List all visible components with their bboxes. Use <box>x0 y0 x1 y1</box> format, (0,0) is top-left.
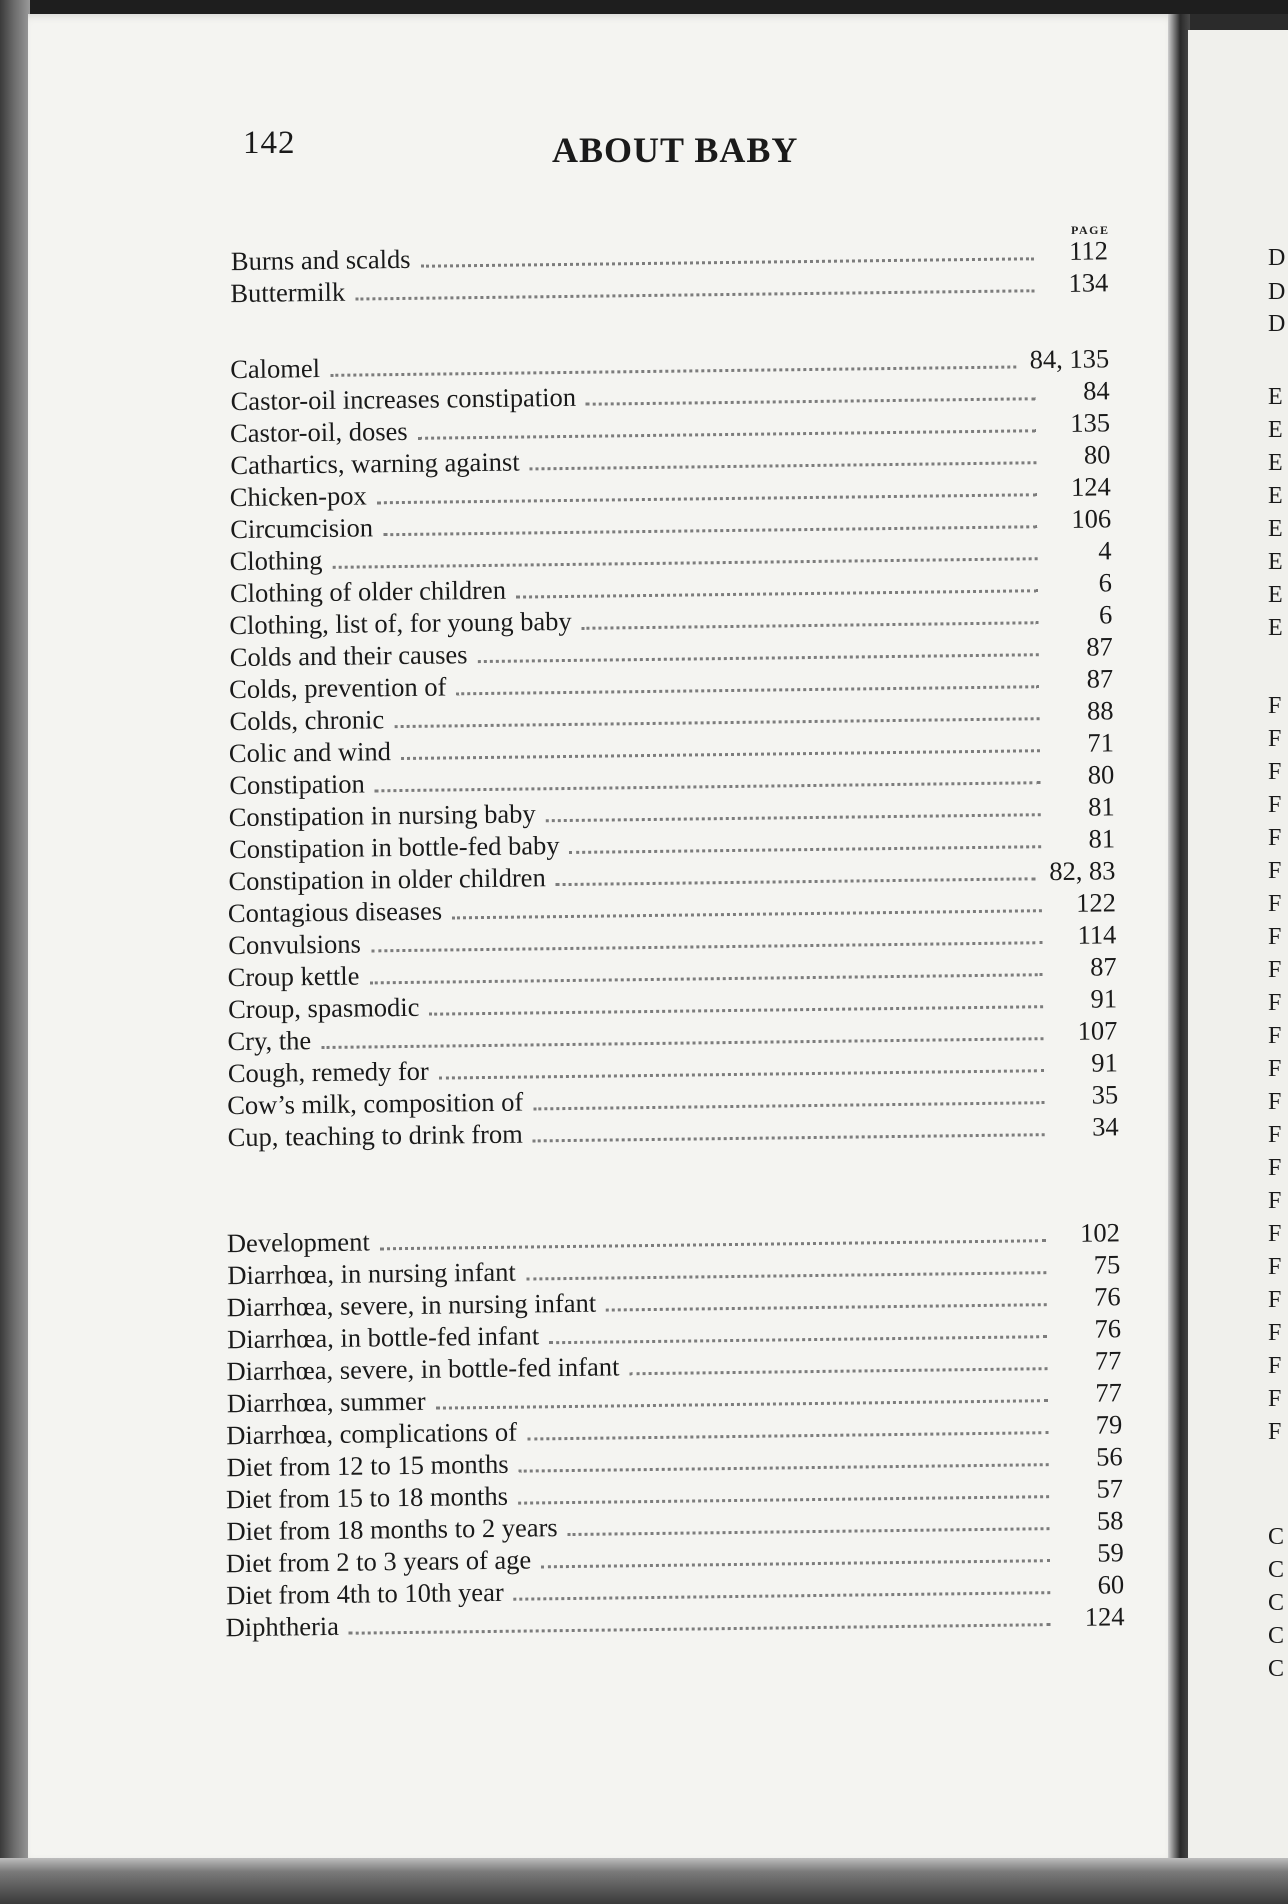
index-term: Cow’s milk, composition of <box>227 1086 524 1121</box>
index-term: Diet from 18 months to 2 years <box>226 1512 558 1547</box>
facing-page-letter: F <box>1268 759 1282 785</box>
index-page-ref: 60 <box>1097 1569 1125 1600</box>
facing-page-letter: E <box>1268 417 1283 443</box>
index-term: Constipation in older children <box>228 862 546 897</box>
index-term: Clothing <box>229 544 323 577</box>
dot-leader <box>371 929 1043 952</box>
index-term: Convulsions <box>228 928 362 961</box>
dot-leader <box>530 449 1037 470</box>
facing-page-letter: C <box>1268 1524 1285 1550</box>
dot-leader <box>401 737 1040 760</box>
index-term: Cough, remedy for <box>227 1055 429 1089</box>
index-page-ref: 6 <box>1098 567 1113 598</box>
dot-leader <box>526 1259 1047 1280</box>
facing-page-letter: E <box>1268 516 1283 542</box>
facing-page-letter: F <box>1268 1188 1282 1214</box>
dot-leader <box>456 673 1039 695</box>
dot-leader <box>369 961 1042 984</box>
facing-page-letter: F <box>1268 924 1282 950</box>
dot-leader <box>586 385 1036 405</box>
dot-leader <box>629 1355 1047 1375</box>
index-term: Cup, teaching to drink from <box>227 1118 523 1153</box>
dot-leader <box>568 1515 1050 1536</box>
index-page-ref: 106 <box>1071 503 1112 534</box>
index-page-ref: 88 <box>1086 695 1114 726</box>
index-term: Diarrhœa, summer <box>226 1385 426 1419</box>
index-term: Croup kettle <box>227 960 360 993</box>
index-page-ref: 79 <box>1095 1409 1123 1440</box>
index-term: Circumcision <box>230 512 374 545</box>
index-page-ref: 71 <box>1087 727 1115 758</box>
index-page-ref: 35 <box>1091 1079 1119 1110</box>
facing-page-letter: F <box>1268 1221 1282 1247</box>
index-term: Chicken-pox <box>229 480 367 513</box>
facing-page-letter: F <box>1268 957 1282 983</box>
dot-leader <box>518 1483 1049 1504</box>
dot-leader <box>477 641 1038 663</box>
facing-page-letter: F <box>1268 1320 1282 1346</box>
index-page-ref: 77 <box>1095 1377 1123 1408</box>
index-term: Diet from 15 to 18 months <box>225 1480 509 1515</box>
dot-leader <box>519 1451 1049 1472</box>
dot-leader <box>439 1057 1044 1079</box>
facing-page-letter: E <box>1268 450 1283 476</box>
dot-leader <box>516 577 1038 598</box>
index-page-ref: 107 <box>1077 1015 1118 1046</box>
index-page-ref: 112 <box>1068 235 1109 266</box>
facing-page-letter: E <box>1268 483 1283 509</box>
index-term: Constipation in nursing baby <box>228 798 536 833</box>
dot-leader <box>330 353 1016 376</box>
dot-leader <box>514 1579 1051 1601</box>
facing-page-letter: F <box>1268 1254 1282 1280</box>
index-term: Constipation <box>229 768 365 801</box>
facing-page-letter: C <box>1268 1590 1285 1616</box>
index-term: Castor-oil increases constipation <box>230 381 577 417</box>
facing-page-letter: D <box>1268 245 1286 271</box>
dot-leader <box>377 481 1037 504</box>
index-term: Colic and wind <box>228 736 392 769</box>
dot-leader <box>418 417 1037 440</box>
dot-leader <box>429 993 1043 1015</box>
dot-leader <box>541 1547 1050 1568</box>
index-term: Burns and scalds <box>230 243 411 277</box>
dot-leader <box>394 705 1040 728</box>
index-page-ref: 87 <box>1086 631 1113 662</box>
index-page-ref: 76 <box>1094 1313 1122 1344</box>
index-term: Diet from 4th to 10th year <box>226 1576 504 1611</box>
index-page-ref: 77 <box>1094 1345 1122 1376</box>
index-term: Colds, prevention of <box>228 671 447 705</box>
index-page-ref: 124 <box>1084 1601 1125 1632</box>
index-page-ref: 34 <box>1091 1111 1119 1142</box>
facing-page-letter: F <box>1268 1122 1282 1148</box>
page-column-heading: PAGE <box>1071 223 1110 237</box>
index-term: Diphtheria <box>225 1610 340 1643</box>
index-term: Diet from 12 to 15 months <box>226 1448 509 1483</box>
dot-leader <box>420 245 1034 267</box>
index-term: Diarrhœa, complications of <box>226 1416 518 1451</box>
index-term: Cry, the <box>227 1025 312 1057</box>
index-page-ref: 102 <box>1079 1217 1121 1248</box>
facing-page-letter: F <box>1268 726 1282 752</box>
facing-page-letter: E <box>1268 384 1283 410</box>
facing-page-letter: E <box>1268 549 1283 575</box>
index-page-ref: 134 <box>1068 267 1109 298</box>
index-page-ref: 87 <box>1089 951 1117 982</box>
index-term: Diarrhœa, in bottle-fed infant <box>226 1320 540 1355</box>
index-page-ref: 124 <box>1070 471 1111 502</box>
index-term: Castor-oil, doses <box>229 415 408 449</box>
facing-page-letter: F <box>1268 693 1282 719</box>
index-page-ref: 80 <box>1083 439 1111 470</box>
index-term: Croup, spasmodic <box>227 991 420 1025</box>
index-page-ref: 57 <box>1096 1473 1124 1504</box>
index-term: Diarrhœa, severe, in nursing infant <box>226 1287 597 1323</box>
dot-leader <box>380 1227 1046 1250</box>
index-page-ref: 4 <box>1098 535 1112 566</box>
index-term: Colds and their causes <box>229 639 468 673</box>
index-page-ref: 81 <box>1087 791 1115 822</box>
facing-page-letter: F <box>1268 792 1282 818</box>
index-page-ref: 114 <box>1077 919 1117 950</box>
dot-leader <box>435 1387 1047 1409</box>
index-term: Diarrhœa, in nursing infant <box>227 1256 516 1291</box>
index-page-ref: 87 <box>1086 663 1114 694</box>
facing-page-letter: F <box>1268 1056 1282 1082</box>
dot-leader <box>332 545 1037 569</box>
dot-leader <box>546 801 1041 822</box>
facing-page-letter: F <box>1268 1089 1282 1115</box>
index-term: Contagious diseases <box>227 895 443 929</box>
dot-leader <box>383 513 1037 536</box>
index-page-ref: 6 <box>1098 599 1113 630</box>
index-page-ref: 91 <box>1090 983 1118 1014</box>
facing-page-letter: F <box>1268 858 1282 884</box>
index-term: Cathartics, warning against <box>230 446 520 481</box>
index-term: Buttermilk <box>230 276 346 309</box>
index-page-ref: 56 <box>1095 1441 1123 1472</box>
dot-leader <box>355 277 1034 300</box>
facing-page-letter: F <box>1268 891 1282 917</box>
dot-leader <box>549 1323 1047 1344</box>
facing-page-letter: D <box>1268 279 1286 305</box>
dot-leader <box>582 609 1039 630</box>
dot-leader <box>606 1291 1047 1311</box>
index-term: Colds, chronic <box>229 704 385 737</box>
index-page-ref: 84, 135 <box>1029 343 1110 375</box>
dot-leader <box>556 865 1036 886</box>
dot-leader <box>375 769 1041 792</box>
dot-leader <box>533 1089 1044 1110</box>
facing-page-letter: F <box>1268 1023 1282 1049</box>
facing-page-letter: C <box>1268 1623 1285 1649</box>
index-term: Calomel <box>230 352 321 385</box>
index-page-ref: 75 <box>1093 1249 1121 1280</box>
index-page-ref: 91 <box>1091 1047 1118 1078</box>
facing-page-letter: F <box>1268 1155 1282 1181</box>
dot-leader <box>569 833 1041 854</box>
facing-page-letter: C <box>1268 1557 1285 1583</box>
facing-page-letter: F <box>1268 1386 1282 1412</box>
dot-leader <box>349 1611 1051 1635</box>
facing-page-letter: F <box>1268 825 1282 851</box>
facing-page-letter: F <box>1268 990 1282 1016</box>
index-term: Clothing, list of, for young baby <box>229 605 572 641</box>
facing-page-letter: D <box>1268 311 1286 337</box>
index-page-ref: 80 <box>1087 759 1115 790</box>
dot-leader <box>527 1419 1048 1440</box>
facing-page-letter: F <box>1268 1419 1282 1445</box>
index-term: Diarrhœa, severe, in bottle-fed infant <box>226 1351 620 1387</box>
facing-page-letter: E <box>1268 582 1283 608</box>
running-title: ABOUT BABY <box>552 130 799 170</box>
index-page-ref: 81 <box>1088 823 1116 854</box>
index-page-ref: 59 <box>1097 1537 1124 1568</box>
page-number: 142 <box>243 125 296 161</box>
index-page-ref: 135 <box>1070 407 1111 438</box>
dot-leader <box>533 1121 1045 1142</box>
facing-page-letter: F <box>1268 1287 1282 1313</box>
index-term: Constipation in bottle-fed baby <box>228 830 560 865</box>
index-page-ref: 84 <box>1082 375 1110 406</box>
index-page-ref: 82, 83 <box>1049 855 1116 887</box>
dot-leader <box>452 897 1042 919</box>
index-term: Diet from 2 to 3 years of age <box>225 1544 532 1579</box>
facing-page-letter: F <box>1268 1353 1282 1379</box>
index-page-ref: 58 <box>1096 1505 1124 1536</box>
dot-leader <box>321 1025 1043 1049</box>
index-term: Clothing of older children <box>229 574 507 609</box>
facing-page-letter: E <box>1268 615 1283 641</box>
index-page-ref: 76 <box>1093 1281 1121 1312</box>
index-term: Development <box>226 1226 370 1259</box>
facing-page-letter: C <box>1268 1656 1285 1682</box>
index-page-ref: 122 <box>1075 887 1117 918</box>
